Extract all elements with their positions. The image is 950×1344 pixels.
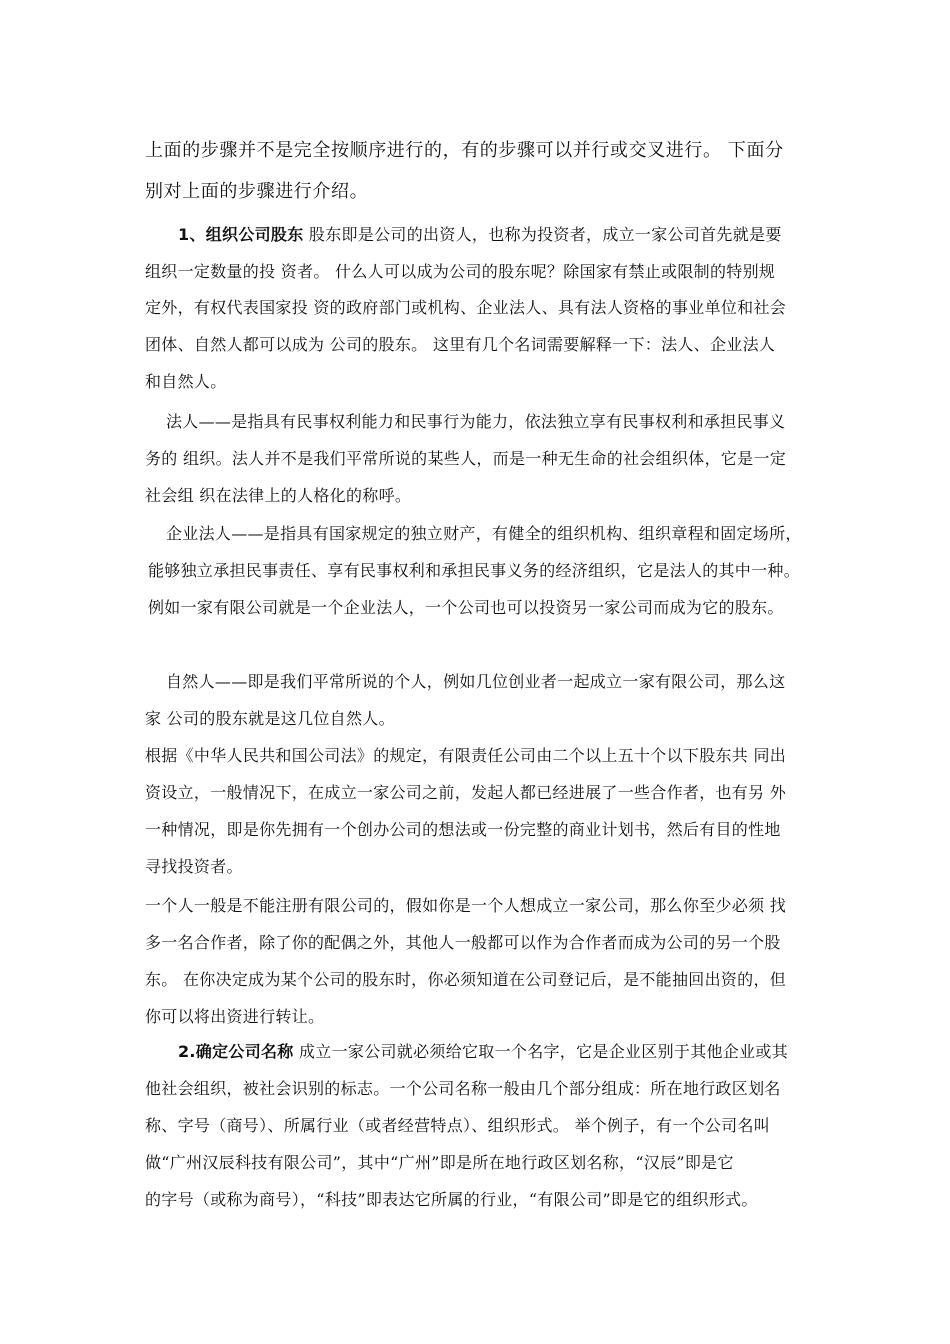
section-1-first-line — [178, 225, 782, 245]
section-2-first-line — [178, 1042, 788, 1062]
law-line-2: 资设立，一般情况下，在成立一家公司之前，发起人都已经进展了一些合作者，也有另 外 — [145, 783, 787, 802]
faren-line-3: 社会组 织在法律上的人格化的称呼。 — [145, 486, 412, 505]
qiye-line-1: 企业法人——是指具有国家规定的独立财产，有健全的组织机构、组织章程和固定场所， — [166, 524, 802, 543]
qiye-line-2: 能够独立承担民事责任、享有民事权利和承担民事义务的经济组织，它是法人的其中一种。 — [148, 561, 801, 580]
single-line-2: 多一名合作者，除了你的配偶之外，其他人一般都可以作为合作者而成为公司的另一个股 — [145, 933, 781, 952]
faren-line-2: 务的 组织。法人并不是我们平常所说的某些人，而是一种无生命的社会组织体，它是一定 — [145, 449, 787, 468]
section-2-line-5: 的字号（或称为商号），“科技”即表达它所属的行业，“有限公司”即是它的组织形式。 — [145, 1190, 758, 1209]
law-line-4: 寻找投资者。 — [145, 857, 243, 876]
section-1-text: 股东即是公司的出资人，也称为投资者，成立一家公司首先就是要 — [303, 225, 782, 244]
qiye-line-3: 例如一家有限公司就是一个企业法人，一个公司也可以投资另一家公司而成为它的股东。 — [148, 598, 784, 617]
section-2-text: 成立一家公司就必须给它取一个名字，它是企业区别于其他企业或其 — [293, 1042, 789, 1061]
ziran-line-1: 自然人——即是我们平常所说的个人，例如几位创业者一起成立一家有限公司，那么这 — [166, 672, 786, 691]
section-1-line-2: 组织一定数量的投 资者。 什么人可以成为公司的股东呢？除国家有禁止或限制的特别规 — [145, 262, 776, 281]
intro-line-1: 上面的步骤并不是完全按顺序进行的，有的步骤可以并行或交叉进行。 下面分 — [145, 140, 784, 161]
section-2-heading: 2.确定公司名称 — [178, 1042, 294, 1061]
section-2-line-4: 做“广州汉辰科技有限公司”，其中“广州”即是所在地行政区划名称，“汉辰”即是它 — [145, 1153, 734, 1172]
faren-line-1: 法人——是指具有民事权利能力和民事行为能力，依法独立享有民事权利和承担民事义 — [166, 412, 786, 431]
law-line-3: 一种情况，即是你先拥有一个创办公司的想法或一份完整的商业计划书，然后有目的性地 — [145, 820, 781, 839]
law-line-1: 根据《中华人民共和国公司法》的规定，有限责任公司由二个以上五十个以下股东共 同出 — [145, 746, 787, 765]
section-2-line-2: 他社会组织，被社会识别的标志。一个公司名称一般由几个部分组成：所在地行政区划名 — [145, 1079, 781, 1098]
intro-line-2: 别对上面的步骤进行介绍。 — [145, 181, 369, 202]
section-1-line-5: 和自然人。 — [145, 372, 227, 391]
single-line-1: 一个人一般是不能注册有限公司的，假如你是一个人想成立一家公司，那么你至少必须 找 — [145, 896, 787, 915]
single-line-4: 你可以将出资进行转让。 — [145, 1007, 325, 1026]
section-1-heading: 1、组织公司股东 — [178, 225, 304, 244]
single-line-3: 东。 在你决定成为某个公司的股东时，你必须知道在公司登记后，是不能抽回出资的，但 — [145, 970, 787, 989]
section-2-line-3: 称、字号（商号）、所属行业（或者经营特点）、组织形式。 举个例子，有一个公司名叫 — [145, 1116, 771, 1135]
section-1-line-3: 定外，有权代表国家投 资的政府部门或机构、企业法人、具有法人资格的事业单位和社会 — [145, 298, 787, 317]
ziran-line-2: 家 公司的股东就是这几位自然人。 — [145, 709, 395, 728]
section-1-line-4: 团体、自然人都可以成为 公司的股东。 这里有几个名词需要解释一下：法人、企业法人 — [145, 335, 776, 354]
